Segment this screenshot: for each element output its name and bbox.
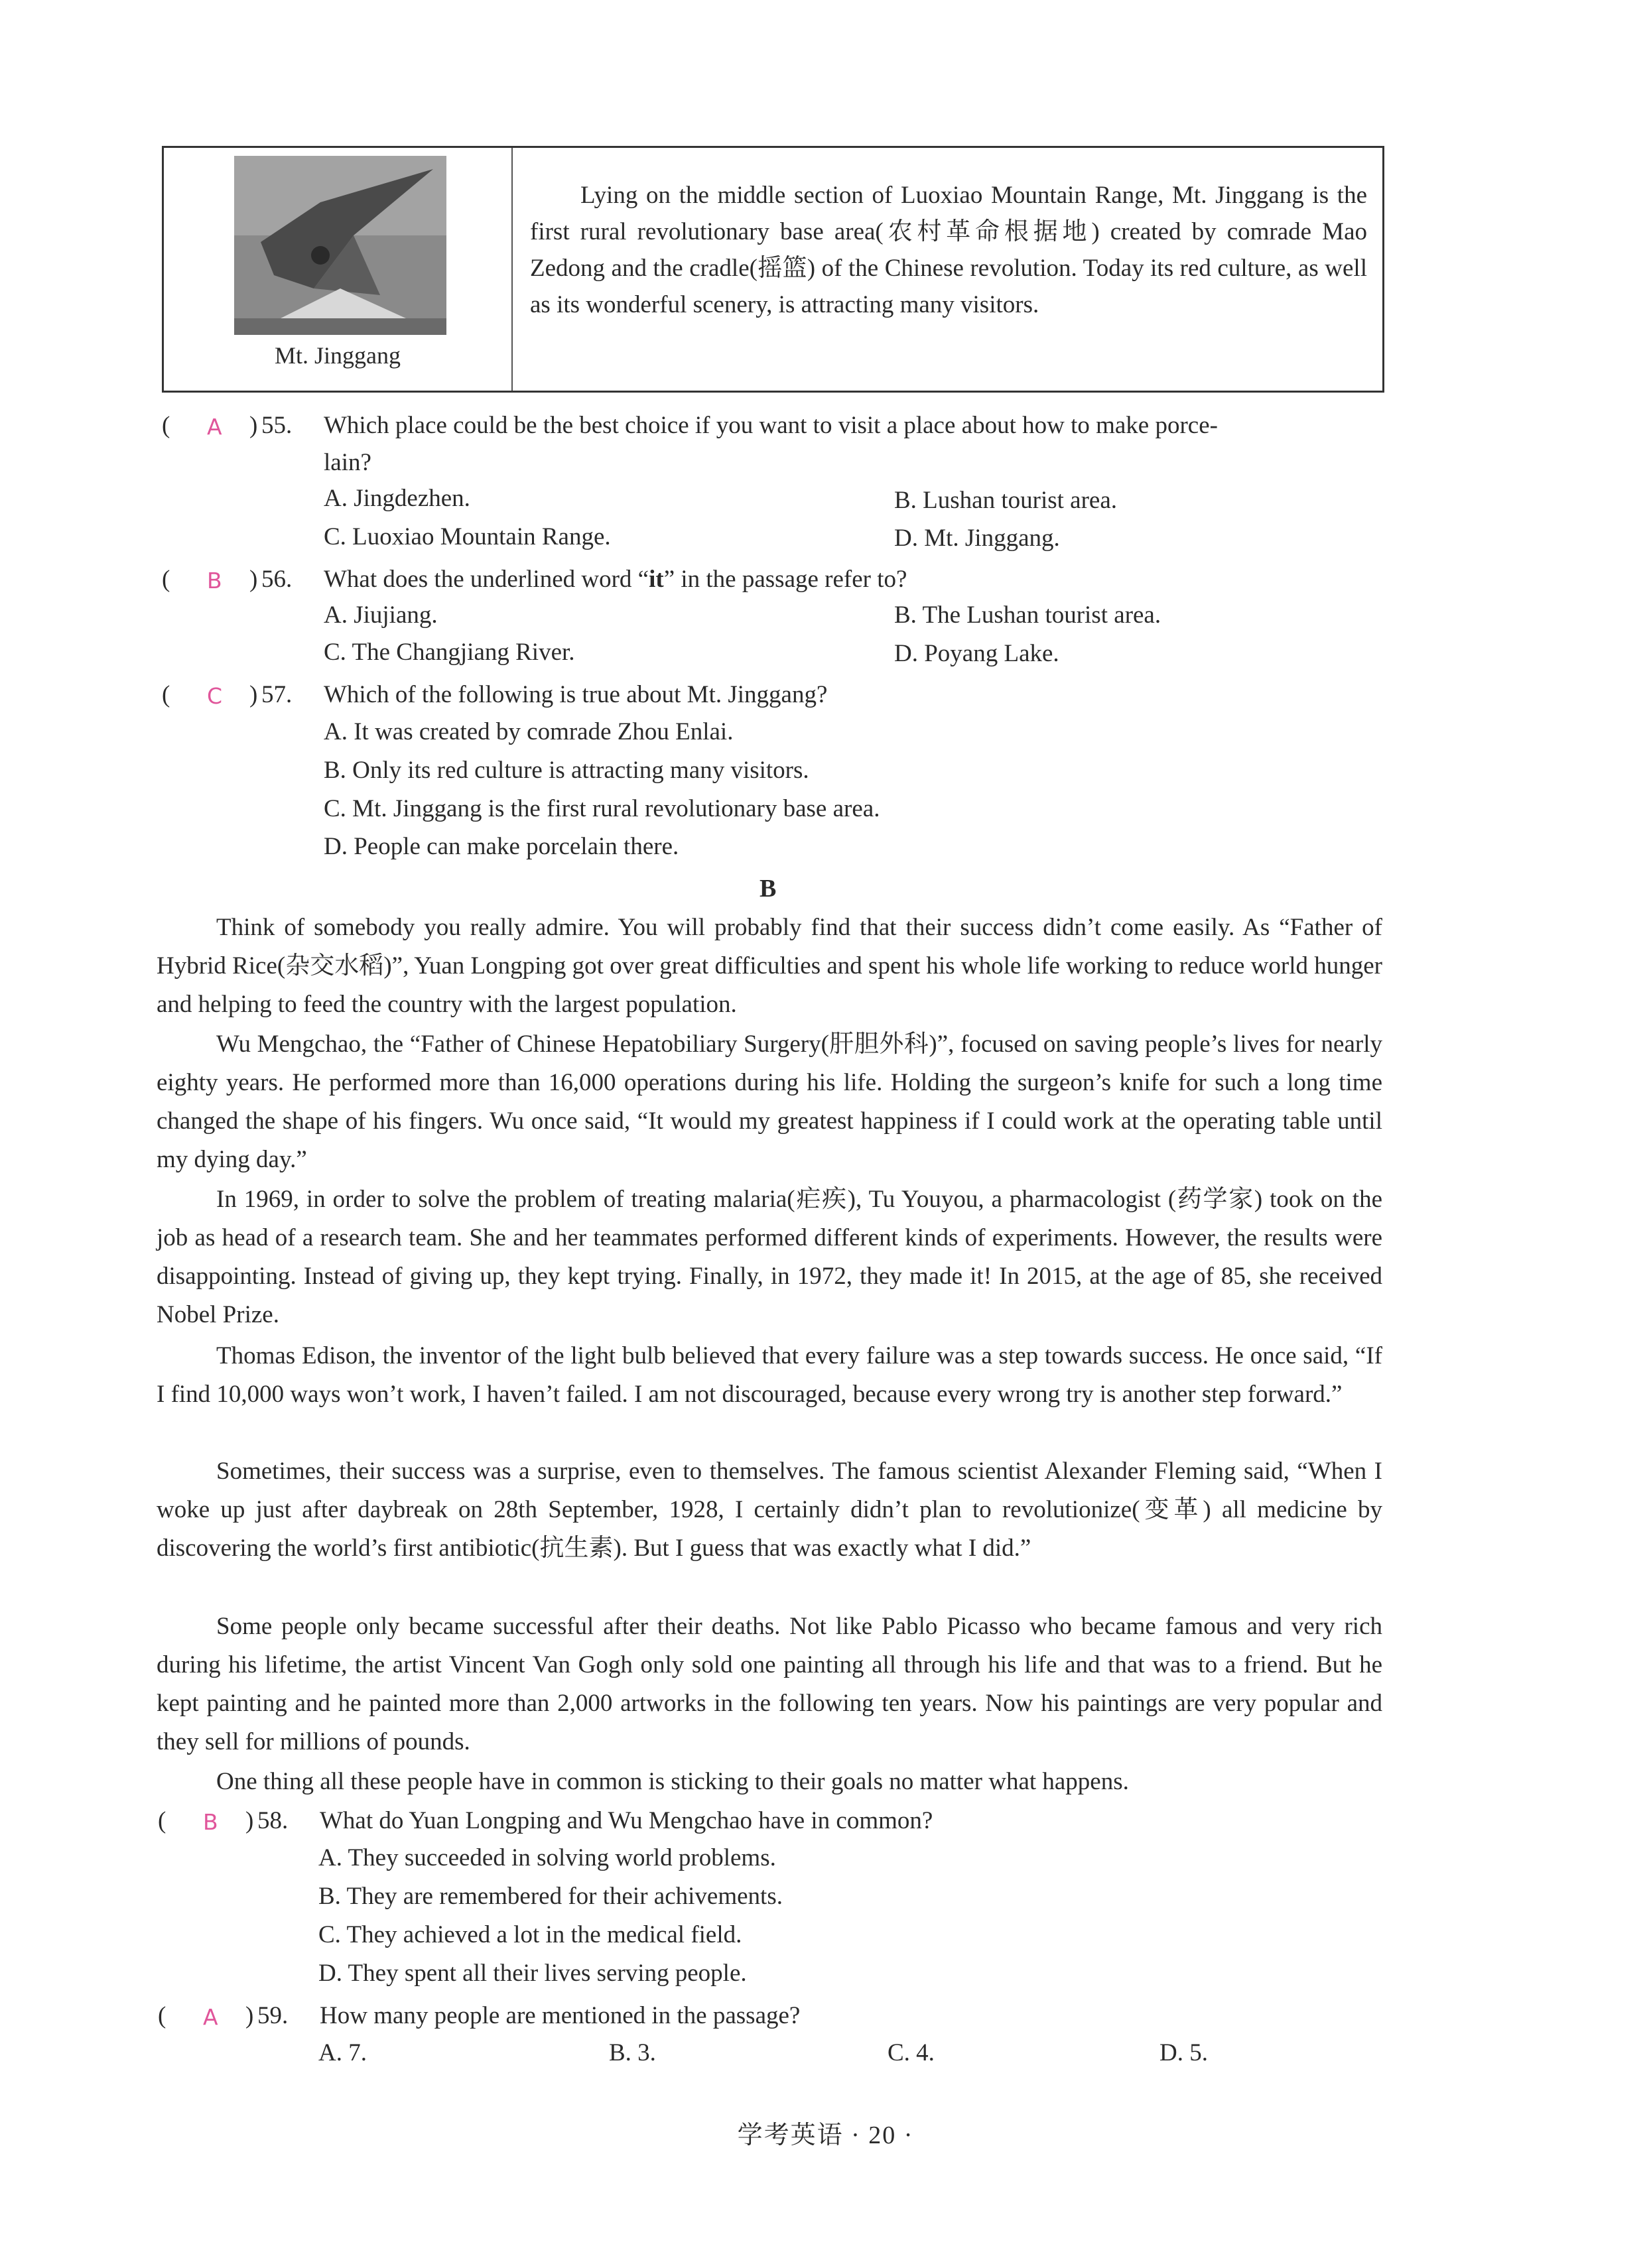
- option-b: B. 3.: [609, 2039, 656, 2066]
- question-stem-cont: lain?: [324, 449, 371, 476]
- option-a: A. It was created by comrade Zhou Enlai.: [324, 718, 734, 745]
- option-d: D. They spent all their lives serving people.: [318, 1960, 747, 1987]
- option-b: B. Lushan tourist area.: [894, 487, 1117, 514]
- option-a: A. They succeeded in solving world problems.: [318, 1844, 776, 1871]
- paren-close: ): [249, 412, 258, 439]
- answer-mark: A: [207, 414, 222, 440]
- monument-illustration: [234, 156, 446, 335]
- passage-paragraph: Thomas Edison, the inventor of the light bulb believed that every failure was a step towards success. He once said, “If I find 10,000 ways won’t work, I haven’t failed. I am not discouraged, because every wrong try is another step forward.”: [157, 1342, 1382, 1408]
- page-footer: 学考英语 · 20 ·: [737, 2121, 914, 2149]
- question-number: 59.: [257, 2002, 289, 2029]
- question-stem: What do Yuan Longping and Wu Mengchao have in common?: [320, 1807, 933, 1834]
- paren-open: (: [158, 2002, 166, 2029]
- option-a: A. 7.: [318, 2039, 367, 2066]
- option-c: C. The Changjiang River.: [324, 639, 575, 666]
- option-c: C. 4.: [888, 2039, 935, 2066]
- mt-jinggang-photo: [234, 156, 446, 335]
- option-b: B. The Lushan tourist area.: [894, 601, 1161, 629]
- answer-mark: B: [207, 568, 222, 594]
- stem-after: ” in the passage refer to?: [663, 566, 907, 593]
- option-c: C. Luoxiao Mountain Range.: [324, 523, 611, 550]
- info-box: [162, 146, 1384, 393]
- answer-mark: C: [207, 683, 223, 709]
- option-a: A. Jiujiang.: [324, 601, 438, 629]
- option-d: D. 5.: [1159, 2039, 1208, 2066]
- section-heading: B: [759, 875, 777, 903]
- paren-open: (: [162, 681, 170, 708]
- option-d: D. Poyang Lake.: [894, 640, 1059, 667]
- passage-paragraph: One thing all these people have in common is sticking to their goals no matter what happens.: [216, 1768, 1129, 1795]
- passage-paragraph: Think of somebody you really admire. You will probably find that their success didn’t come easily. As “Father of Hybrid Rice(杂交水稻)”, Yuan Longping got over great difficulties and spent his whole life working to reduce world hunger and helping to feed the country with the largest population.: [157, 914, 1382, 1018]
- photo-cell: [164, 148, 513, 391]
- passage-paragraph: Wu Mengchao, the “Father of Chinese Hepatobiliary Surgery(肝胆外科)”, focused on saving people’s lives for nearly eighty years. He performed more than 16,000 operations during his life. Holding the surgeon’s knife for such a long time changed the shape of his fingers. Wu once said, “It would my greatest happiness if I could work at the operating table until my dying day.”: [157, 1031, 1382, 1173]
- question-number: 57.: [261, 681, 293, 708]
- paren-close: ): [249, 681, 258, 708]
- passage-paragraph: Sometimes, their success was a surprise, even to themselves. The famous scientist Alexander Fleming said, “When I woke up just after daybreak on 28th September, 1928, I certainly didn’t plan to revolutionize(变革) all medicine by discovering the world’s first antibiotic(抗生素). But I guess that was exactly what I did.”: [157, 1458, 1382, 1562]
- question-number: 56.: [261, 566, 293, 593]
- answer-mark: A: [203, 2004, 218, 2030]
- question-stem: How many people are mentioned in the passage?: [320, 2002, 801, 2029]
- option-c: C. Mt. Jinggang is the first rural revolutionary base area.: [324, 795, 880, 822]
- question-stem: Which of the following is true about Mt. Jinggang?: [324, 681, 828, 708]
- underlined-word: it: [649, 566, 664, 593]
- answer-mark: B: [203, 1809, 218, 1835]
- question-number: 55.: [261, 412, 293, 439]
- question-stem: Which place could be the best choice if you want to visit a place about how to make porce-: [324, 412, 1218, 439]
- paren-open: (: [162, 412, 170, 439]
- option-d: D. Mt. Jinggang.: [894, 525, 1060, 552]
- paren-close: ): [245, 2002, 254, 2029]
- info-paragraph: Lying on the middle section of Luoxiao Mountain Range, Mt. Jinggang is the first rural revolutionary base area(农村革命根据地) created by comrade Mao Zedong and the cradle(摇篮) of the Chinese revolution. Today its red culture, as well as its wonderful scenery, is attracting many visitors.: [530, 182, 1367, 318]
- question-stem: [324, 561, 907, 598]
- option-b: B. Only its red culture is attracting many visitors.: [324, 757, 809, 784]
- passage-paragraph: In 1969, in order to solve the problem of treating malaria(疟疾), Tu Youyou, a pharmacologist (药学家) took on the job as head of a research team. She and her teammates performed different kinds of experiments. However, the results were disappointing. Instead of giving up, they kept trying. Finally, in 1972, they made it! In 2015, at the age of 85, she received Nobel Prize.: [157, 1186, 1382, 1328]
- paren-close: ): [245, 1807, 254, 1834]
- question-number: 58.: [257, 1807, 289, 1834]
- photo-caption: Mt. Jinggang: [274, 342, 401, 369]
- option-c: C. They achieved a lot in the medical field.: [318, 1921, 742, 1948]
- option-b: B. They are remembered for their achivements.: [318, 1883, 783, 1910]
- paren-open: (: [158, 1807, 166, 1834]
- passage-paragraph: Some people only became successful after their deaths. Not like Pablo Picasso who became famous and very rich during his lifetime, the artist Vincent Van Gogh only sold one painting all through his life and that was to a friend. But he kept painting and he painted more than 2,000 artworks in the following ten years. Now his paintings are very popular and they sell for millions of pounds.: [157, 1613, 1382, 1755]
- stem-before: What does the underlined word “: [324, 566, 649, 593]
- option-a: A. Jingdezhen.: [324, 485, 470, 512]
- paren-open: (: [162, 566, 170, 593]
- paren-close: ): [249, 566, 258, 593]
- option-d: D. People can make porcelain there.: [324, 833, 679, 860]
